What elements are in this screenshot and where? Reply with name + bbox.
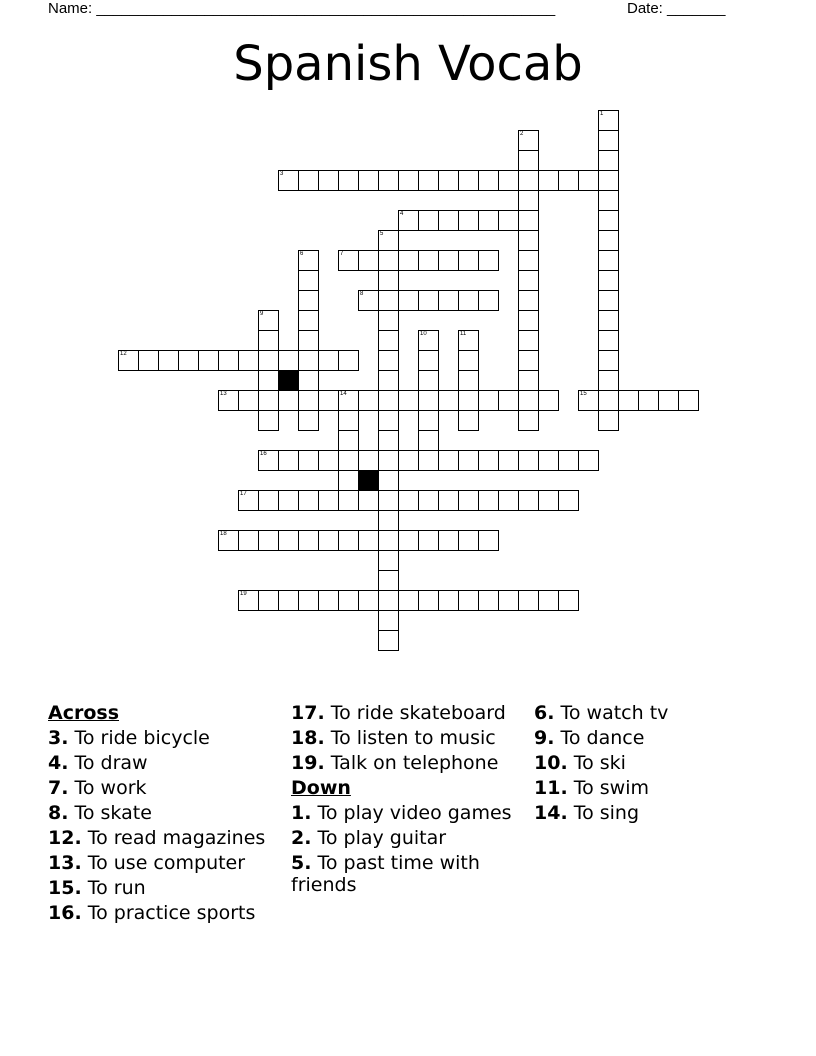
crossword-cell[interactable] bbox=[518, 130, 539, 151]
crossword-cell[interactable] bbox=[418, 370, 439, 391]
crossword-cell[interactable] bbox=[418, 330, 439, 351]
across-clue bbox=[48, 777, 288, 799]
crossword-cell[interactable] bbox=[478, 530, 499, 551]
crossword-cell[interactable] bbox=[398, 390, 419, 411]
crossword-cell[interactable] bbox=[538, 490, 559, 511]
crossword-cell[interactable] bbox=[458, 530, 479, 551]
crossword-cell[interactable] bbox=[458, 390, 479, 411]
clue-text: To swim bbox=[567, 777, 649, 799]
crossword-cell[interactable] bbox=[338, 450, 359, 471]
crossword-cell[interactable] bbox=[258, 330, 279, 351]
crossword-cell[interactable] bbox=[458, 210, 479, 231]
crossword-cell[interactable] bbox=[598, 150, 619, 171]
crossword-cell[interactable] bbox=[498, 390, 519, 411]
crossword-cell[interactable] bbox=[518, 330, 539, 351]
clue-number: 16 bbox=[260, 451, 267, 457]
crossword-cell[interactable] bbox=[418, 450, 439, 471]
clue-number-label: 12. bbox=[48, 827, 82, 849]
crossword-cell[interactable] bbox=[378, 330, 399, 351]
crossword-cell[interactable] bbox=[478, 590, 499, 611]
clue-number-label: 10. bbox=[534, 752, 568, 774]
crossword-cell[interactable] bbox=[378, 470, 399, 491]
crossword-cell[interactable] bbox=[338, 530, 359, 551]
crossword-cell[interactable] bbox=[338, 350, 359, 371]
crossword-cell[interactable] bbox=[238, 530, 259, 551]
crossword-cell[interactable] bbox=[298, 410, 319, 431]
crossword-cell[interactable] bbox=[478, 290, 499, 311]
clue-number: 6 bbox=[300, 251, 304, 257]
clue-number-label: 5. bbox=[291, 852, 312, 874]
crossword-cell[interactable] bbox=[418, 170, 439, 191]
crossword-cell[interactable] bbox=[378, 370, 399, 391]
crossword-cell[interactable] bbox=[378, 390, 399, 411]
crossword-cell[interactable] bbox=[598, 370, 619, 391]
crossword-cell[interactable] bbox=[438, 210, 459, 231]
crossword-cell[interactable] bbox=[158, 350, 179, 371]
across-clue bbox=[48, 827, 288, 849]
clue-number: 10 bbox=[420, 331, 427, 337]
crossword-cell[interactable] bbox=[518, 310, 539, 331]
crossword-cell[interactable] bbox=[558, 450, 579, 471]
clue-number: 11 bbox=[460, 331, 467, 337]
crossword-cell[interactable] bbox=[458, 350, 479, 371]
crossword-cell[interactable] bbox=[518, 370, 539, 391]
across-clue bbox=[48, 727, 288, 749]
down-clue bbox=[534, 802, 764, 824]
clue-number: 5 bbox=[380, 231, 384, 237]
crossword-cell[interactable] bbox=[458, 590, 479, 611]
crossword-cell[interactable] bbox=[638, 390, 659, 411]
clue-column-2 bbox=[291, 702, 526, 899]
clue-number-label: 17. bbox=[291, 702, 325, 724]
crossword-cell[interactable] bbox=[498, 450, 519, 471]
crossword-cell[interactable] bbox=[178, 350, 199, 371]
crossword-cell[interactable] bbox=[418, 490, 439, 511]
crossword-cell[interactable] bbox=[278, 350, 299, 371]
crossword-cell[interactable] bbox=[358, 590, 379, 611]
clue-number-label: 1. bbox=[291, 802, 312, 824]
crossword-cell[interactable] bbox=[518, 410, 539, 431]
crossword-cell[interactable] bbox=[358, 250, 379, 271]
crossword-cell[interactable] bbox=[378, 230, 399, 251]
crossword-cell[interactable] bbox=[538, 170, 559, 191]
blocked-cell bbox=[358, 470, 379, 491]
crossword-cell[interactable] bbox=[378, 630, 399, 651]
crossword-cell[interactable] bbox=[478, 390, 499, 411]
clue-text: To use computer bbox=[81, 852, 246, 874]
crossword-cell[interactable] bbox=[518, 270, 539, 291]
crossword-cell[interactable] bbox=[278, 170, 299, 191]
clue-number: 3 bbox=[280, 171, 284, 177]
down-clue bbox=[534, 777, 764, 799]
clue-number-label: 9. bbox=[534, 727, 555, 749]
crossword-cell[interactable] bbox=[578, 450, 599, 471]
clue-number-label: 19. bbox=[291, 752, 325, 774]
crossword-cell[interactable] bbox=[378, 410, 399, 431]
clue-number-label: 3. bbox=[48, 727, 69, 749]
crossword-cell[interactable] bbox=[378, 270, 399, 291]
crossword-cell[interactable] bbox=[498, 490, 519, 511]
clue-number: 7 bbox=[340, 251, 344, 257]
crossword-cell[interactable] bbox=[218, 390, 239, 411]
clue-number-label: 13. bbox=[48, 852, 82, 874]
crossword-cell[interactable] bbox=[598, 350, 619, 371]
crossword-cell[interactable] bbox=[238, 590, 259, 611]
crossword-cell[interactable] bbox=[318, 170, 339, 191]
crossword-cell[interactable] bbox=[398, 290, 419, 311]
clue-number-label: 6. bbox=[534, 702, 555, 724]
crossword-cell[interactable] bbox=[578, 170, 599, 191]
crossword-cell[interactable] bbox=[378, 290, 399, 311]
clue-column-1 bbox=[48, 702, 288, 927]
crossword-cell[interactable] bbox=[598, 330, 619, 351]
crossword-cell[interactable] bbox=[438, 170, 459, 191]
clue-text: To play video games bbox=[311, 802, 512, 824]
crossword-cell[interactable] bbox=[298, 370, 319, 391]
crossword-cell[interactable] bbox=[418, 410, 439, 431]
crossword-cell[interactable] bbox=[598, 210, 619, 231]
crossword-cell[interactable] bbox=[358, 170, 379, 191]
crossword-cell[interactable] bbox=[338, 250, 359, 271]
page-title: Spanish Vocab bbox=[233, 36, 583, 92]
down-clue bbox=[291, 827, 526, 849]
crossword-cell[interactable] bbox=[598, 230, 619, 251]
crossword-cell[interactable] bbox=[418, 530, 439, 551]
crossword-cell[interactable] bbox=[278, 390, 299, 411]
crossword-cell[interactable] bbox=[398, 530, 419, 551]
crossword-cell[interactable] bbox=[258, 390, 279, 411]
crossword-cell[interactable] bbox=[518, 210, 539, 231]
crossword-cell[interactable] bbox=[458, 370, 479, 391]
crossword-cell[interactable] bbox=[558, 590, 579, 611]
crossword-cell[interactable] bbox=[298, 450, 319, 471]
clue-number: 15 bbox=[580, 391, 587, 397]
crossword-cell[interactable] bbox=[478, 170, 499, 191]
crossword-cell[interactable] bbox=[598, 170, 619, 191]
crossword-cell[interactable] bbox=[518, 230, 539, 251]
clue-text: To watch tv bbox=[554, 702, 669, 724]
crossword-cell[interactable] bbox=[418, 290, 439, 311]
crossword-cell[interactable] bbox=[298, 490, 319, 511]
crossword-cell[interactable] bbox=[458, 290, 479, 311]
crossword-cell[interactable] bbox=[238, 390, 259, 411]
crossword-cell[interactable] bbox=[438, 250, 459, 271]
crossword-cell[interactable] bbox=[438, 390, 459, 411]
crossword-cell[interactable] bbox=[238, 350, 259, 371]
crossword-cell[interactable] bbox=[318, 490, 339, 511]
crossword-cell[interactable] bbox=[358, 290, 379, 311]
crossword-cell[interactable] bbox=[518, 490, 539, 511]
crossword-cell[interactable] bbox=[118, 350, 139, 371]
clue-column-3 bbox=[534, 702, 764, 827]
crossword-cell[interactable] bbox=[478, 450, 499, 471]
crossword-cell[interactable] bbox=[278, 530, 299, 551]
crossword-cell[interactable] bbox=[398, 250, 419, 271]
crossword-cell[interactable] bbox=[298, 310, 319, 331]
crossword-cell[interactable] bbox=[338, 490, 359, 511]
crossword-cell[interactable] bbox=[298, 170, 319, 191]
clue-number: 4 bbox=[400, 211, 404, 217]
crossword-cell[interactable] bbox=[518, 250, 539, 271]
crossword-cell[interactable] bbox=[258, 350, 279, 371]
clue-text: To skate bbox=[68, 802, 152, 824]
clue-number-label: 14. bbox=[534, 802, 568, 824]
crossword-cell[interactable] bbox=[398, 490, 419, 511]
crossword-cell[interactable] bbox=[398, 590, 419, 611]
crossword-cell[interactable] bbox=[438, 590, 459, 611]
clue-number-label: 18. bbox=[291, 727, 325, 749]
across-clue bbox=[48, 852, 288, 874]
across-heading: Across bbox=[48, 702, 120, 724]
crossword-cell[interactable] bbox=[318, 530, 339, 551]
crossword-cell[interactable] bbox=[298, 350, 319, 371]
crossword-cell[interactable] bbox=[598, 270, 619, 291]
crossword-cell[interactable] bbox=[418, 590, 439, 611]
crossword-cell[interactable] bbox=[438, 290, 459, 311]
crossword-cell[interactable] bbox=[438, 490, 459, 511]
crossword-cell[interactable] bbox=[498, 170, 519, 191]
clue-number: 9 bbox=[260, 311, 264, 317]
crossword-cell[interactable] bbox=[318, 350, 339, 371]
crossword-cell[interactable] bbox=[358, 450, 379, 471]
clue-text: To work bbox=[68, 777, 147, 799]
clue-number: 2 bbox=[520, 131, 524, 137]
crossword-cell[interactable] bbox=[258, 590, 279, 611]
crossword-cell[interactable] bbox=[538, 590, 559, 611]
clue-number-label: 7. bbox=[48, 777, 69, 799]
across-clue bbox=[48, 752, 288, 774]
crossword-cell[interactable] bbox=[518, 150, 539, 171]
crossword-cell[interactable] bbox=[378, 450, 399, 471]
down-clue bbox=[291, 852, 526, 896]
crossword-cell[interactable] bbox=[258, 490, 279, 511]
crossword-cell[interactable] bbox=[518, 390, 539, 411]
crossword-cell[interactable] bbox=[218, 530, 239, 551]
crossword-cell[interactable] bbox=[598, 410, 619, 431]
across-clue bbox=[291, 727, 526, 749]
down-heading: Down bbox=[291, 777, 351, 799]
crossword-cell[interactable] bbox=[478, 490, 499, 511]
crossword-cell[interactable] bbox=[298, 290, 319, 311]
across-clue bbox=[48, 902, 288, 924]
crossword-cell[interactable] bbox=[478, 210, 499, 231]
crossword-cell[interactable] bbox=[418, 210, 439, 231]
crossword-cell[interactable] bbox=[538, 390, 559, 411]
crossword-cell[interactable] bbox=[418, 430, 439, 451]
clue-number-label: 8. bbox=[48, 802, 69, 824]
clue-number: 14 bbox=[340, 391, 347, 397]
clue-number: 1 bbox=[600, 111, 604, 117]
crossword-cell[interactable] bbox=[678, 390, 699, 411]
crossword-cell[interactable] bbox=[318, 590, 339, 611]
down-clue bbox=[291, 802, 526, 824]
crossword-cell[interactable] bbox=[598, 190, 619, 211]
crossword-cell[interactable] bbox=[658, 390, 679, 411]
crossword-cell[interactable] bbox=[418, 390, 439, 411]
crossword-cell[interactable] bbox=[138, 350, 159, 371]
crossword-cell[interactable] bbox=[258, 450, 279, 471]
crossword-cell[interactable] bbox=[418, 350, 439, 371]
clue-number: 12 bbox=[120, 351, 127, 357]
crossword-cell[interactable] bbox=[338, 390, 359, 411]
across-clue bbox=[48, 877, 288, 899]
crossword-cell[interactable] bbox=[378, 430, 399, 451]
crossword-cell[interactable] bbox=[578, 390, 599, 411]
crossword-cell[interactable] bbox=[358, 390, 379, 411]
crossword-cell[interactable] bbox=[458, 490, 479, 511]
crossword-cell[interactable] bbox=[518, 590, 539, 611]
crossword-cell[interactable] bbox=[518, 190, 539, 211]
crossword-cell[interactable] bbox=[458, 410, 479, 431]
clue-text: To play guitar bbox=[311, 827, 447, 849]
crossword-cell[interactable] bbox=[598, 110, 619, 131]
crossword-cell[interactable] bbox=[598, 250, 619, 271]
clue-number: 13 bbox=[220, 391, 227, 397]
crossword-cell[interactable] bbox=[598, 390, 619, 411]
crossword-cell[interactable] bbox=[298, 590, 319, 611]
clue-text: To past time with friends bbox=[291, 852, 480, 896]
crossword-cell[interactable] bbox=[338, 430, 359, 451]
crossword-cell[interactable] bbox=[218, 350, 239, 371]
crossword-cell[interactable] bbox=[418, 250, 439, 271]
clue-text: To ride skateboard bbox=[324, 702, 506, 724]
crossword-cell[interactable] bbox=[378, 610, 399, 631]
blocked-cell bbox=[278, 370, 299, 391]
across-clue bbox=[48, 802, 288, 824]
clue-text: To read magazines bbox=[81, 827, 266, 849]
clue-text: To ride bicycle bbox=[68, 727, 210, 749]
crossword-cell[interactable] bbox=[398, 210, 419, 231]
crossword-cell[interactable] bbox=[378, 170, 399, 191]
name-field[interactable]: Name: _______________________________________________________ bbox=[48, 0, 556, 17]
crossword-cell[interactable] bbox=[258, 410, 279, 431]
clue-number-label: 4. bbox=[48, 752, 69, 774]
crossword-cell[interactable] bbox=[358, 530, 379, 551]
crossword-cell[interactable] bbox=[518, 170, 539, 191]
crossword-cell[interactable] bbox=[438, 530, 459, 551]
clue-number: 19 bbox=[240, 591, 247, 597]
crossword-cell[interactable] bbox=[518, 290, 539, 311]
crossword-cell[interactable] bbox=[558, 490, 579, 511]
crossword-cell[interactable] bbox=[538, 450, 559, 471]
crossword-cell[interactable] bbox=[598, 130, 619, 151]
crossword-cell[interactable] bbox=[378, 350, 399, 371]
crossword-cell[interactable] bbox=[278, 590, 299, 611]
clue-number: 17 bbox=[240, 491, 247, 497]
crossword-cell[interactable] bbox=[378, 530, 399, 551]
crossword-cell[interactable] bbox=[338, 170, 359, 191]
crossword-cell[interactable] bbox=[298, 330, 319, 351]
crossword-cell[interactable] bbox=[498, 590, 519, 611]
crossword-cell[interactable] bbox=[378, 490, 399, 511]
crossword-cell[interactable] bbox=[378, 590, 399, 611]
crossword-cell[interactable] bbox=[258, 370, 279, 391]
clue-text: To sing bbox=[567, 802, 640, 824]
clue-text: To draw bbox=[68, 752, 148, 774]
crossword-cell[interactable] bbox=[358, 490, 379, 511]
crossword-cell[interactable] bbox=[558, 170, 579, 191]
crossword-cell[interactable] bbox=[298, 270, 319, 291]
crossword-cell[interactable] bbox=[438, 450, 459, 471]
clue-number-label: 11. bbox=[534, 777, 568, 799]
crossword-cell[interactable] bbox=[518, 450, 539, 471]
crossword-cell[interactable] bbox=[258, 530, 279, 551]
crossword-cell[interactable] bbox=[478, 250, 499, 271]
crossword-cell[interactable] bbox=[458, 250, 479, 271]
crossword-cell[interactable] bbox=[278, 490, 299, 511]
clue-number: 18 bbox=[220, 531, 227, 537]
clue-text: To ski bbox=[567, 752, 626, 774]
crossword-cell[interactable] bbox=[378, 550, 399, 571]
crossword-cell[interactable] bbox=[238, 490, 259, 511]
crossword-cell[interactable] bbox=[598, 290, 619, 311]
clue-text: Talk on telephone bbox=[324, 752, 499, 774]
date-field[interactable]: Date: _______ bbox=[627, 0, 726, 17]
crossword-cell[interactable] bbox=[458, 330, 479, 351]
crossword-cell[interactable] bbox=[398, 170, 419, 191]
crossword-cell[interactable] bbox=[338, 410, 359, 431]
crossword-cell[interactable] bbox=[398, 450, 419, 471]
clue-number-label: 15. bbox=[48, 877, 82, 899]
crossword-cell[interactable] bbox=[458, 170, 479, 191]
clue-number-label: 16. bbox=[48, 902, 82, 924]
crossword-cell[interactable] bbox=[378, 570, 399, 591]
crossword-cell[interactable] bbox=[278, 450, 299, 471]
crossword-cell[interactable] bbox=[518, 350, 539, 371]
crossword-cell[interactable] bbox=[258, 310, 279, 331]
crossword-cell[interactable] bbox=[378, 250, 399, 271]
clue-text: To practice sports bbox=[81, 902, 256, 924]
down-clue bbox=[534, 727, 764, 749]
crossword-cell[interactable] bbox=[318, 390, 339, 411]
crossword-cell[interactable] bbox=[318, 450, 339, 471]
clue-text: To dance bbox=[554, 727, 645, 749]
crossword-cell[interactable] bbox=[378, 310, 399, 331]
down-clue bbox=[534, 702, 764, 724]
across-clue bbox=[291, 702, 526, 724]
crossword-cell[interactable] bbox=[498, 210, 519, 231]
crossword-cell[interactable] bbox=[618, 390, 639, 411]
down-clue bbox=[534, 752, 764, 774]
crossword-cell[interactable] bbox=[298, 390, 319, 411]
clue-text: To run bbox=[81, 877, 146, 899]
across-clue bbox=[291, 752, 526, 774]
crossword-cell[interactable] bbox=[298, 250, 319, 271]
crossword-cell[interactable] bbox=[338, 470, 359, 491]
clue-number: 8 bbox=[360, 291, 364, 297]
clue-text: To listen to music bbox=[324, 727, 496, 749]
crossword-cell[interactable] bbox=[378, 510, 399, 531]
crossword-cell[interactable] bbox=[458, 450, 479, 471]
crossword-cell[interactable] bbox=[598, 310, 619, 331]
crossword-cell[interactable] bbox=[338, 590, 359, 611]
crossword-cell[interactable] bbox=[298, 530, 319, 551]
crossword-cell[interactable] bbox=[198, 350, 219, 371]
clue-number-label: 2. bbox=[291, 827, 312, 849]
